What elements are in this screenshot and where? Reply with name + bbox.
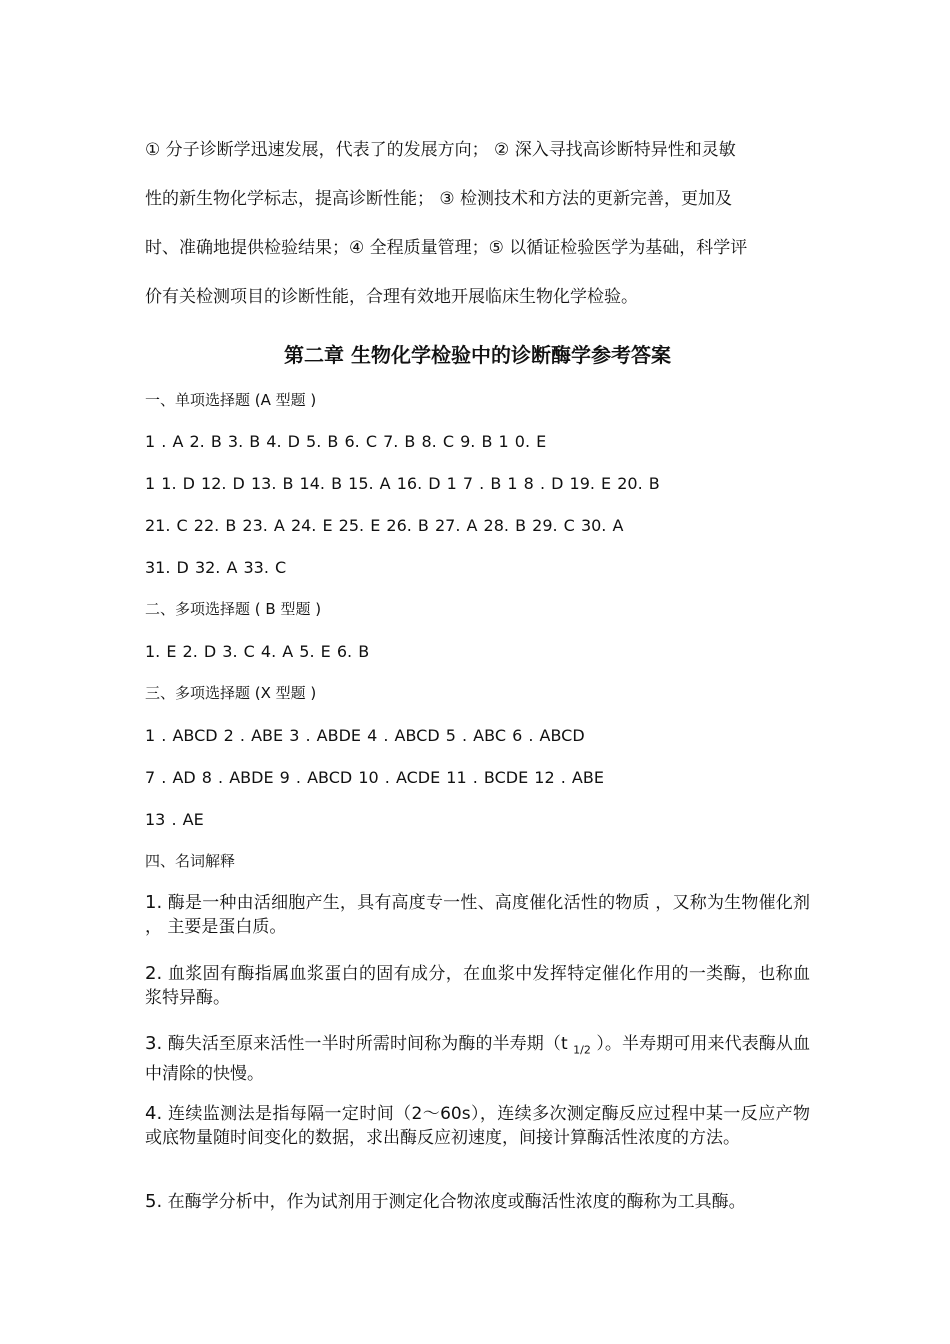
answer-line: 7 . AD 8 . ABDE 9 . ABCD 10 . ACDE 11 . BCDE 12 . ABE [145,768,604,787]
definition-number: 3. [145,1033,163,1054]
definition-item [145,1190,810,1214]
definition-text: 在酶学分析中，作为试剂用于测定化合物浓度或酶活性浓度的酶称为工具酶。 [162,1192,746,1212]
definition-item [145,891,810,939]
definition-text: 酶失活至原来活性一半时所需时间称为酶的半寿期（t [162,1034,574,1054]
answer-line: 13 . AE [145,810,204,829]
definition-text: ）。半寿期可用来代表酶从血中清除的快慢。 [145,1034,810,1085]
definition-item [145,1032,810,1086]
answer-line: 31. D 32. A 33. C [145,558,287,577]
intro-line: 时、准确地提供检验结果；④ 全程质量管理；⑤ 以循证检验医学为基础，科学评 [145,238,748,258]
definition-item [145,1102,810,1150]
answer-line: 1 1. D 12. D 13. B 14. B 15. A 16. D 1 7 . B 1 8 . D 19. E 20. B [145,474,660,493]
intro-line: 价有关检测项目的诊断性能，合理有效地开展临床生物化学检验。 [145,287,638,307]
definition-number: 5. [145,1191,163,1212]
intro-paragraph [145,126,810,322]
intro-line: ① 分子诊断学迅速发展，代表了的发展方向； ② 深入寻找高诊断特异性和灵敏 [145,140,736,160]
definition-item [145,962,810,1010]
section-2-title: 二、多项选择题 ( B 型题 ) [145,600,322,618]
answer-line: 1 . A 2. B 3. B 4. D 5. B 6. C 7. B 8. C 9. B 1 0. E [145,432,547,451]
chapter-title: 第二章 生物化学检验中的诊断酶学参考答案 [284,343,671,367]
intro-line: 性的新生物化学标志，提高诊断性能； ③ 检测技术和方法的更新完善，更加及 [145,189,733,209]
definition-text: 血浆固有酶指属血浆蛋白的固有成分，在血浆中发挥特定催化作用的一类酶，也称血浆特异酶。 [145,964,810,1008]
section-3-title: 三、多项选择题 (X 型题 ) [145,684,317,702]
half-life-subscript: 1/2 [573,1043,591,1057]
section-1-title: 一、单项选择题 (A 型题 ) [145,391,317,409]
definition-number: 1. [145,892,163,913]
answer-line: 21. C 22. B 23. A 24. E 25. E 26. B 27. A 28. B 29. C 30. A [145,516,624,535]
definition-text: 酶是一种由活细胞产生，具有高度专一性、高度催化活性的物质 ，又称为生物催化剂 ， 主要是蛋白质。 [145,893,810,937]
section-4-title: 四、名词解释 [145,852,236,870]
definition-number: 2. [145,963,163,984]
definition-number: 4. [145,1103,163,1124]
definition-text: 连续监测法是指每隔一定时间（2～60s），连续多次测定酶反应过程中某一反应产物或底物量随时间变化的数据，求出酶反应初速度，间接计算酶活性浓度的方法。 [145,1104,810,1148]
answer-line: 1 . ABCD 2 . ABE 3 . ABDE 4 . ABCD 5 . ABC 6 . ABCD [145,726,585,745]
answer-line: 1. E 2. D 3. C 4. A 5. E 6. B [145,642,370,661]
